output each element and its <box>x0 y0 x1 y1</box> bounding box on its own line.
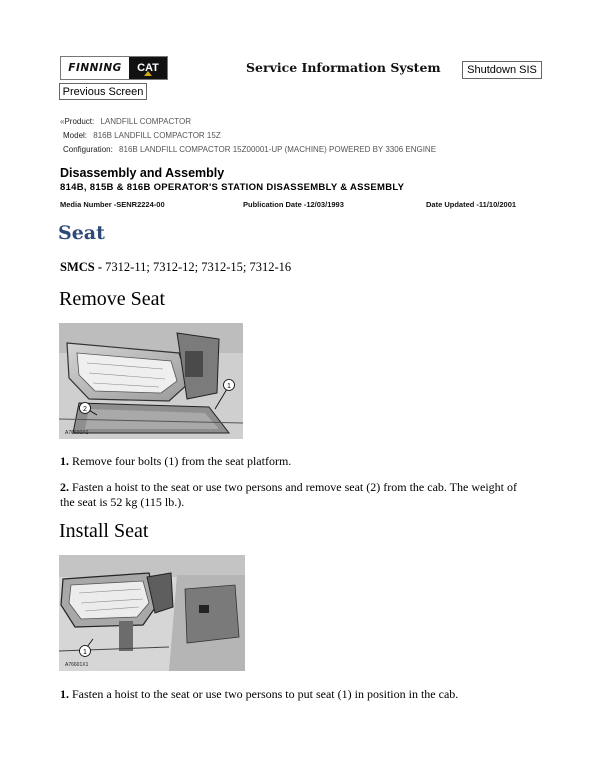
model-row <box>63 131 221 140</box>
step-number: 1. <box>60 454 69 468</box>
step-text: Fasten a hoist to the seat or use two persons to put seat (1) in position in the cab. <box>72 687 459 701</box>
shutdown-sis-button[interactable]: Shutdown SIS <box>462 61 542 79</box>
step-number: 1. <box>60 687 69 701</box>
previous-screen-button[interactable]: Previous Screen <box>59 83 147 100</box>
install-seat-illustration <box>59 555 245 671</box>
callout-2: 2 <box>83 406 87 413</box>
install-step-1 <box>60 687 540 702</box>
media-number: Media Number -SENR2224-00 <box>60 200 165 209</box>
cat-logo-text: CAT <box>137 62 159 74</box>
finning-logo-text: FINNING <box>68 62 122 74</box>
product-label: Product: <box>64 117 95 126</box>
remove-step-2 <box>60 480 530 509</box>
document-subtitle: 814B, 815B & 816B OPERATOR'S STATION DISASSEMBLY & ASSEMBLY <box>60 182 405 193</box>
back-arrow-icon[interactable]: « <box>60 117 65 126</box>
system-title: Service Information System <box>246 60 441 75</box>
model-value: 816B LANDFILL COMPACTOR 15Z <box>93 131 221 140</box>
cat-logo <box>129 57 167 79</box>
configuration-row <box>63 145 436 154</box>
configuration-label: Configuration: <box>63 145 113 154</box>
product-row <box>60 117 191 126</box>
cat-triangle-icon <box>144 71 152 76</box>
step-text: Fasten a hoist to the seat or use two persons and remove seat (2) from the cab. The weight of the seat is 52 kg (115 lb.). <box>60 480 517 509</box>
remove-step-1 <box>60 454 530 469</box>
model-label: Model: <box>63 131 88 140</box>
remove-seat-illustration <box>59 323 243 439</box>
smcs-codes <box>60 260 291 275</box>
smcs-code-list: 7312-11; 7312-12; 7312-15; 7312-16 <box>105 260 292 274</box>
product-value: LANDFILL COMPACTOR <box>100 117 192 126</box>
step-number: 2. <box>60 480 69 494</box>
publication-date: Publication Date -12/03/1993 <box>243 200 344 209</box>
callout-1: 1 <box>227 383 231 390</box>
remove-seat-heading: Remove Seat <box>59 288 166 310</box>
smcs-label: SMCS - <box>60 260 106 274</box>
date-updated: Date Updated -11/10/2001 <box>426 200 517 209</box>
illustration-id: A76600X1 <box>65 430 89 436</box>
finning-cat-logo <box>60 56 168 80</box>
step-text: Remove four bolts (1) from the seat platform. <box>72 454 292 468</box>
document-title: Disassembly and Assembly <box>60 166 225 180</box>
page-title: Seat <box>58 222 105 244</box>
configuration-value: 816B LANDFILL COMPACTOR 15Z00001-UP (MACHINE) POWERED BY 3306 ENGINE <box>119 145 437 154</box>
callout-1: 1 <box>83 649 87 656</box>
install-seat-heading: Install Seat <box>59 520 149 542</box>
illustration-id: A76601X1 <box>65 662 89 668</box>
